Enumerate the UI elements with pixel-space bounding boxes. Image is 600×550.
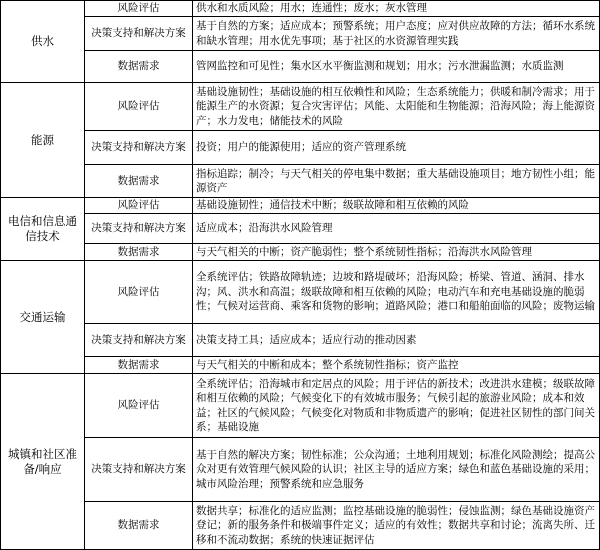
content-cell: 与天气相关的中断和成本；整个系统韧性指标；资产监控 [193, 357, 600, 374]
aspect-cell: 风险评估 [85, 83, 193, 131]
sector-cell: 电信和信息通信技术 [1, 198, 85, 261]
aspect-cell: 决策支持和解决方案 [85, 131, 193, 165]
table-row [1, 17, 600, 51]
aspect-cell: 决策支持和解决方案 [85, 438, 193, 502]
aspect-cell: 决策支持和解决方案 [85, 214, 193, 244]
table-row [1, 438, 600, 502]
sector-cell: 城镇和社区准备/响应 [1, 374, 85, 550]
content-cell: 基础设施韧性；通信技术中断；级联故障和相互依赖的风险 [193, 198, 600, 214]
table-row [1, 357, 600, 374]
content-cell: 决策支持工具；适应成本；适应行动的推动因素 [193, 324, 600, 357]
table-row [1, 1, 600, 17]
content-cell: 全系统评估；沿海城市和定居点的风险；用于评估的新技术；改进洪水建模；级联故障和相互依赖的风险；气候变化下的有效城市服务；气候引起的旅游业风险；成本和效益；社区的气候风险；气候变化对物质和非物质遗产的影响；促进社区韧性的部门间关系；基础设施 [193, 374, 600, 438]
table-row [1, 131, 600, 165]
table-row [1, 374, 600, 438]
aspect-cell: 风险评估 [85, 374, 193, 438]
content-cell: 基于自然的解决方案；韧性标准；公众沟通；土地利用规划；标准化风险测绘；提高公众对更有效管理气候风险的认识；社区主导的适应方案；绿色和蓝色基础设施的采用；城市风险治理；预警系统和应急服务 [193, 438, 600, 502]
sector-cell: 交通运输 [1, 261, 85, 374]
content-cell: 管网监控和可见性；集水区水平衡监测和规划；用水；污水泄漏监测；水质监测 [193, 51, 600, 83]
content-cell: 适应成本；沿海洪水风险管理 [193, 214, 600, 244]
aspect-cell: 风险评估 [85, 198, 193, 214]
aspect-cell: 决策支持和解决方案 [85, 324, 193, 357]
aspect-cell: 数据需求 [85, 165, 193, 198]
table-row [1, 51, 600, 83]
content-cell: 与天气相关的中断；资产脆弱性；整个系统韧性指标；沿海洪水风险管理 [193, 244, 600, 261]
table-row [1, 214, 600, 244]
table-row [1, 244, 600, 261]
content-cell: 指标追踪；制冷；与天气相关的停电集中数据；重大基础设施项目；地方韧性小组；能源资产 [193, 165, 600, 198]
content-cell: 数据共享；标准化的适应监测；监控基础设施的脆弱性；侵蚀监测；绿色基础设施资产登记；新的服务条件和极端事件定义；适应的有效性；数据共享和讨论；流离失所、迁移和不流动数据；系统的快速证据评估 [193, 502, 600, 550]
aspect-cell: 风险评估 [85, 261, 193, 324]
content-cell: 全系统评估；铁路故障轨迹；边坡和路堤破坏；沿海风险；桥梁、管道、涵洞、排水沟；风、洪水和高温；级联故障和相互依赖的风险；电动汽车和充电基础设施的脆弱性；气候对运营商、乘客和货物的影响；道路风险；港口和船舶面临的风险；废物运输 [193, 261, 600, 324]
table-row [1, 165, 600, 198]
content-cell: 供水和水质风险；用水；连通性；废水；灰水管理 [193, 1, 600, 17]
content-cell: 基于自然的方案；适应成本；预警系统；用户态度；应对供应故障的方法；循环水系统和缺水管理；用水优先事项；基于社区的水资源管理实践 [193, 17, 600, 51]
content-cell: 投资；用户的能源使用；适应的资产管理系统 [193, 131, 600, 165]
table-row [1, 83, 600, 131]
aspect-cell: 风险评估 [85, 1, 193, 17]
content-cell: 基础设施韧性；基础设施的相互依赖性和风险；生态系统能力；供暖和制冷需求；用于能源生产的水资源；复合灾害评估；风能、太阳能和生物能源；沿海风险；海上能源资产；水力发电；储能技术的风险 [193, 83, 600, 131]
table-row [1, 324, 600, 357]
aspect-cell: 数据需求 [85, 51, 193, 83]
table-row [1, 198, 600, 214]
aspect-cell: 数据需求 [85, 502, 193, 550]
aspect-cell: 决策支持和解决方案 [85, 17, 193, 51]
aspect-cell: 数据需求 [85, 357, 193, 374]
aspect-cell: 数据需求 [85, 244, 193, 261]
sector-cell: 供水 [1, 1, 85, 83]
sector-cell: 能源 [1, 83, 85, 198]
table-row [1, 502, 600, 550]
table-row [1, 261, 600, 324]
